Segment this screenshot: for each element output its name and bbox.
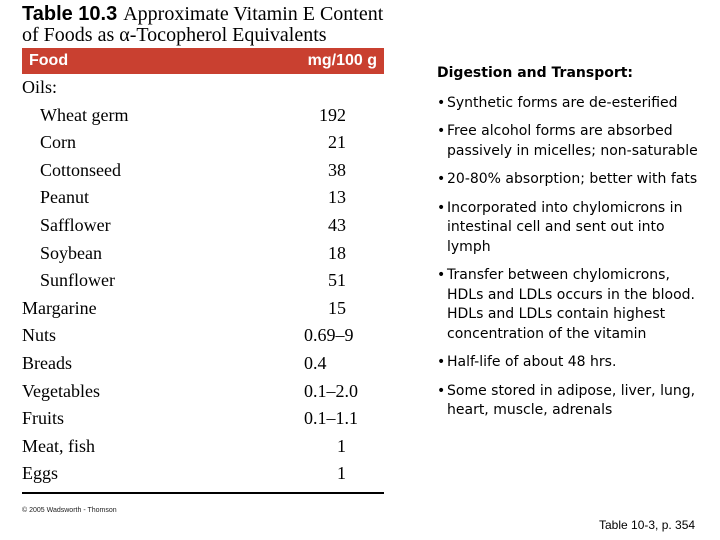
slide-caption: Table 10-3, p. 354	[599, 518, 696, 532]
row-value: 1	[337, 463, 346, 484]
row-name: Breads	[22, 352, 72, 373]
row-value: 0.1–2.0	[304, 380, 358, 401]
table-row	[22, 184, 384, 212]
notes-heading: Digestion and Transport:	[437, 65, 634, 81]
table-bottom-rule	[22, 492, 384, 494]
table-row	[22, 322, 384, 350]
row-name: Safflower	[40, 214, 111, 235]
table-row	[22, 240, 384, 268]
table-body	[22, 74, 384, 488]
table-title	[22, 4, 392, 46]
row-value: 18	[328, 242, 346, 263]
bullet-icon: •	[437, 171, 446, 187]
bullet-icon: •	[437, 382, 446, 399]
bullet-text: Some stored in adipose, liver, lung, heart, muscle, adrenals	[447, 382, 696, 418]
list-item	[437, 94, 707, 114]
table-number: Table 10.3	[22, 3, 118, 25]
notes-list	[437, 94, 707, 421]
bullet-text: Free alcohol forms are absorbed passively in micelles; non-saturable	[447, 123, 698, 159]
bullet-text: 20-80% absorption; better with fats	[447, 171, 698, 187]
notes-panel	[437, 64, 707, 430]
table-row	[22, 433, 384, 461]
bullet-icon: •	[437, 94, 446, 111]
row-name: Cottonseed	[40, 159, 121, 180]
table-title-text: Approximate Vitamin E Content of Foods as α-Tocopherol Equivalents	[22, 3, 384, 46]
row-value: 13	[328, 187, 346, 208]
row-name: Nuts	[22, 325, 57, 346]
table-row	[22, 74, 384, 102]
row-name: Peanut	[40, 187, 89, 208]
row-name: Soybean	[40, 242, 102, 263]
row-value: 43	[328, 214, 346, 235]
header-unit: mg/100 g	[307, 52, 377, 69]
row-value: 0.1–1.1	[304, 408, 358, 429]
row-name: Sunflower	[40, 270, 115, 291]
row-name: Fruits	[22, 408, 65, 429]
table-row	[22, 102, 384, 130]
row-name: Oils:	[22, 77, 58, 97]
bullet-icon: •	[437, 199, 446, 216]
row-value: 21	[328, 132, 346, 153]
vitamin-e-table	[22, 48, 384, 488]
bullet-icon: •	[437, 267, 446, 283]
row-value: 0.4	[304, 352, 327, 373]
table-row	[22, 295, 384, 323]
table-row	[22, 212, 384, 240]
table-row	[22, 267, 384, 295]
header-food: Food	[29, 52, 69, 69]
list-item	[437, 170, 707, 190]
table-row	[22, 405, 384, 433]
row-value: 15	[328, 297, 346, 318]
table-row	[22, 157, 384, 185]
table-row	[22, 460, 384, 488]
bullet-text: Synthetic forms are de-esterified	[447, 94, 678, 111]
row-name: Margarine	[22, 297, 97, 318]
table-row	[22, 350, 384, 378]
row-value: 192	[319, 104, 346, 125]
list-item	[437, 266, 707, 344]
table-row	[22, 378, 384, 406]
row-name: Meat, fish	[22, 435, 95, 456]
row-value: 51	[328, 270, 346, 291]
list-item	[437, 353, 707, 373]
bullet-text: Incorporated into chylomicrons in intestinal cell and sent out into lymph	[447, 199, 683, 255]
row-value: 1	[337, 435, 346, 456]
bullet-text: Half-life of about 48 hrs.	[447, 354, 617, 370]
row-name: Wheat germ	[40, 104, 129, 125]
bullet-icon: •	[437, 354, 446, 370]
bullet-icon: •	[437, 123, 446, 139]
list-item	[437, 382, 707, 421]
row-name: Vegetables	[22, 380, 100, 401]
table-header	[22, 48, 384, 74]
row-value: 38	[328, 159, 346, 180]
list-item	[437, 199, 707, 258]
row-name: Eggs	[22, 463, 58, 484]
copyright-notice: © 2005 Wadsworth - Thomson	[22, 507, 117, 514]
table-row	[22, 129, 384, 157]
row-name: Corn	[40, 132, 76, 153]
row-value: 0.69–9	[304, 325, 354, 346]
bullet-text: Transfer between chylomicrons, HDLs and LDLs occurs in the blood. HDLs and LDLs contain highest concentration of the vitamin	[447, 267, 695, 342]
list-item	[437, 122, 707, 161]
